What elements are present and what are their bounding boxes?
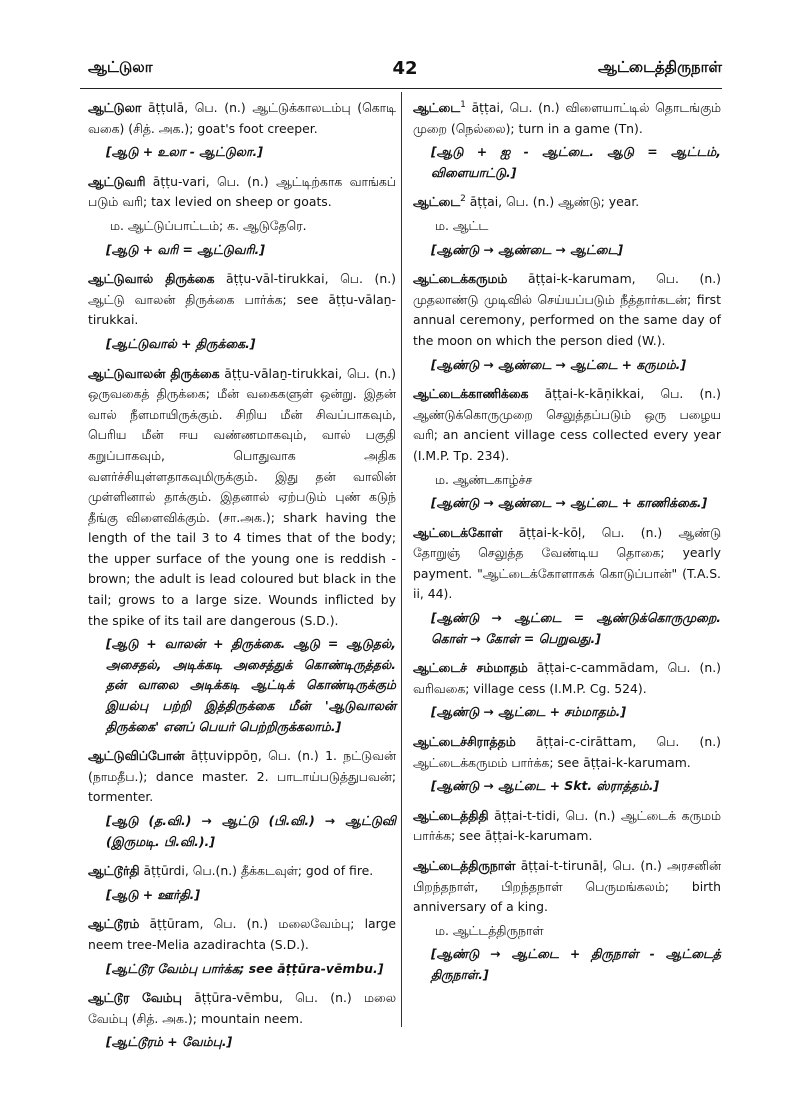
dictionary-entry: [88, 172, 396, 260]
entry-definition: āṭṭu-vari, பெ. (n.) ஆட்டிற்காக வாங்கப் படும் வரி; tax levied on sheep or goats.: [88, 173, 396, 210]
entry-headword: ஆட்டைக்காணிக்கை: [413, 386, 529, 402]
entry-definition: āṭṭu-vāl-tirukkai, பெ. (n.) ஆட்டு வாலன் திருக்கை பார்க்க; see āṭṭu-vālaṉ-tirukkai.: [88, 271, 396, 328]
entry-etymology: [ஆட்டூர வேம்பு பார்க்க; see āṭṭūra-vēmbu.]: [106, 960, 384, 976]
right-column: [413, 98, 721, 995]
dictionary-entry: [413, 98, 721, 183]
dictionary-entry: [413, 806, 721, 847]
running-header: [88, 58, 722, 84]
entry-definition: āṭṭai-k-karumam, பெ. (n.) முதலாண்டு முடிவில் செய்யப்படும் நீத்தார்கடன்; first annual ceremony, performed on the same day of the moon on which the person died (W.).: [413, 271, 721, 348]
dictionary-entry: [88, 914, 396, 979]
dictionary-entry: [413, 384, 721, 514]
entry-definition: āṭṭai, பெ. (n.) ஆண்டு; year.: [465, 194, 640, 210]
entry-headword: ஆட்டுவால் திருக்கை: [88, 271, 215, 287]
dictionary-entry: [88, 269, 396, 354]
entry-etymology: [ஆடு + ஐ - ஆட்டை. ஆடு = ஆட்டம், விளையாட்டு.]: [431, 144, 721, 180]
header-rule: [80, 88, 722, 89]
entry-definition: āṭṭulā, பெ. (n.) ஆட்டுக்காலடம்பு (கொடி வகை) (சித். அக.); goat's foot creeper.: [88, 100, 396, 136]
dictionary-entry: [88, 364, 396, 738]
entry-definition: āṭṭuvippōṉ, பெ. (n.) 1. நட்டுவன் (நாமதீப.); dance master. 2. பாடாய்படுத்துபவன்; tormenter.: [88, 748, 396, 805]
entry-etymology: [ஆடு (த.வி.) → ஆட்டு (பி.வி.) → ஆட்டுவி (இருமடி. பி.வி.).]: [106, 813, 396, 849]
homonym-number: 2: [460, 194, 466, 205]
entry-cognates: ம. ஆண்டகாழ்ச்ச: [435, 471, 533, 487]
dictionary-entry: [413, 523, 721, 650]
entry-definition: āṭṭu-vālaṉ-tirukkai, பெ. (n.) ஒருவகைத் திருக்கை; மீன் வகைகளுள் ஒன்று. இதன் வால் நீளமாயிருக்கும். சிறிய மீன் சிவப்பாகவும், பெரிய மீன் ஈய வண்ணமாகவும், வால் பகுதி கறுப்பாகவும், பொதுவாக அதிக வளர்ச்சியுள்ளதாகவுமிருக்கும். இது தன் வாலின் முள்ளினால் தாக்கும். இதனால் ஏற்படும் புண் கடுந் தீங்கு விளைவிக்கும். (சா.அக.); shark having the length of the tail 3 to 4 times that of the body; the upper surface of the young one is reddish - brown; the adult is lead coloured but black in the tail; grows to a large size. Wounds inflicted by the spike of its tail are dangerous (S.D.).: [88, 365, 396, 628]
entry-cognates: ம. ஆட்டத்திருநாள்: [435, 922, 544, 938]
entry-headword: ஆட்டூர வேம்பு: [88, 990, 182, 1006]
entry-definition: āṭṭūram, பெ. (n.) மலைவேம்பு; large neem tree-Melia azadirachta (S.D.).: [88, 916, 396, 952]
entry-definition: āṭṭai-k-kōḷ, பெ. (n.) ஆண்டு தோறுஞ் செலுத்த வேண்டிய தொகை; yearly payment. "ஆட்டைக்கோளாகக் கொடுப்பான்" (T.A.S. ii, 44).: [413, 524, 721, 602]
entry-etymology: [ஆண்டு → ஆட்டை + Skt. ஸ்ராத்தம்.]: [431, 778, 660, 794]
entry-definition: āṭṭai-c-cirāttam, பெ. (n.) ஆட்டைக்கருமம் பார்க்க; see āṭṭai-k-karumam.: [413, 734, 721, 770]
entry-headword: ஆட்டை: [413, 100, 461, 115]
left-column: [88, 98, 396, 1062]
page-number: 42: [392, 58, 418, 79]
dictionary-entry: [88, 988, 396, 1053]
entry-etymology: [ஆடு + வரி = ஆட்டுவரி.]: [106, 241, 265, 257]
entry-headword: ஆட்டூரம்: [88, 916, 140, 932]
entry-etymology: [ஆண்டு → ஆண்டை → ஆட்டை + கருமம்.]: [431, 356, 687, 372]
entry-definition: āṭṭai, பெ. (n.) விளையாட்டில் தொடங்கும் முறை (நெல்லை); turn in a game (Tn).: [413, 100, 721, 136]
entry-etymology: [ஆண்டு → ஆண்டை → ஆட்டை + காணிக்கை.]: [431, 495, 708, 511]
dictionary-entry: [413, 856, 721, 986]
entry-headword: ஆட்டைக்கோள்: [413, 524, 503, 540]
entry-etymology: [ஆடு + உலா - ஆட்டுலா.]: [106, 144, 263, 160]
dictionary-entry: [413, 732, 721, 797]
dictionary-entry: [88, 746, 396, 852]
entry-etymology: [ஆண்டு → ஆட்டை + திருநாள் - ஆட்டைத் திருநாள்.]: [431, 946, 721, 982]
entry-definition: āṭṭūra-vēmbu, பெ. (n.) மலை வேம்பு (சித். அக.); mountain neem.: [88, 990, 396, 1026]
column-divider: [401, 92, 402, 1027]
homonym-number: 1: [460, 99, 466, 110]
entry-definition: āṭṭūrdi, பெ.(n.) தீக்கடவுள்; god of fire.: [139, 863, 374, 879]
entry-headword: ஆட்டுலா: [88, 100, 142, 115]
entry-etymology: [ஆட்டுவால் + திருக்கை.]: [106, 335, 256, 351]
header-last-word: ஆட்டைத்திருநாள்: [598, 58, 722, 76]
entry-etymology: [ஆண்டு → ஆண்டை → ஆட்டை]: [431, 241, 623, 257]
entry-headword: ஆட்டைக்கருமம்: [413, 271, 508, 287]
entry-headword: ஆட்டை: [413, 194, 461, 210]
entry-definition: āṭṭai-k-kāṇikkai, பெ. (n.) ஆண்டுக்கொருமுறை செலுத்தப்படும் ஒரு பழைய வரி; an ancient village cess collected every year (I.M.P. Tp. 234).: [413, 386, 721, 463]
dictionary-entry: [88, 98, 396, 163]
entry-headword: ஆட்டுவிப்போன்: [88, 748, 185, 764]
header-first-word: ஆட்டுலா: [88, 58, 153, 76]
entry-headword: ஆட்டுவரி: [88, 173, 146, 189]
entry-definition: āṭṭai-t-tidi, பெ. (n.) ஆட்டைக் கருமம் பார்க்க; see āṭṭai-k-karumam.: [413, 807, 721, 844]
dictionary-entry: [413, 269, 721, 375]
dictionary-entry: [413, 192, 721, 260]
entry-definition: āṭṭai-c-cammādam, பெ. (n.) வரிவகை; village cess (I.M.P. Cg. 524).: [413, 660, 721, 696]
entry-etymology: [ஆண்டு → ஆட்டை + சம்மாதம்.]: [431, 704, 626, 720]
dictionary-entry: [88, 861, 396, 905]
entry-headword: ஆட்டுவாலன் திருக்கை: [88, 365, 220, 381]
entry-headword: ஆட்டைத்திருநாள்: [413, 858, 516, 873]
entry-etymology: [ஆடு + ஊர்தி.]: [106, 886, 200, 902]
entry-cognates: ம. ஆட்ட: [435, 217, 489, 233]
entry-definition: āṭṭai-t-tirunāḷ, பெ. (n.) அரசனின் பிறந்தநாள், பிறந்தநாள் பெருமங்கலம்; birth anniversary of a king.: [413, 858, 721, 915]
entry-headword: ஆட்டைச்சிராத்தம்: [413, 734, 516, 750]
entry-etymology: [ஆடு + வாலன் + திருக்கை. ஆடு = ஆடுதல், அசைதல், அடிக்கடி அசைத்துக் கொண்டிருத்தல். தன் வாலை அடிக்கடி ஆட்டிக் கொண்டிருக்கும் இயல்பு பற்றி இத்திருக்கை மீன் 'ஆடுவாலன் திருக்கை' எனப் பெயர் பெற்றிருக்கலாம்.]: [106, 636, 396, 734]
entry-headword: ஆட்டூர்தி: [88, 863, 140, 879]
dictionary-entry: [413, 658, 721, 723]
entry-cognates: ம. ஆட்டுப்பாட்டம்; க. ஆடுதேரெ.: [110, 217, 307, 233]
entry-headword: ஆட்டைத்திதி: [413, 807, 489, 823]
entry-headword: ஆட்டைச் சம்மாதம்: [413, 660, 528, 676]
entry-etymology: [ஆட்டூரம் + வேம்பு.]: [106, 1034, 233, 1050]
entry-etymology: [ஆண்டு → ஆட்டை = ஆண்டுக்கொருமுறை. கொள் → கோள் = பெறுவது.]: [431, 610, 721, 646]
